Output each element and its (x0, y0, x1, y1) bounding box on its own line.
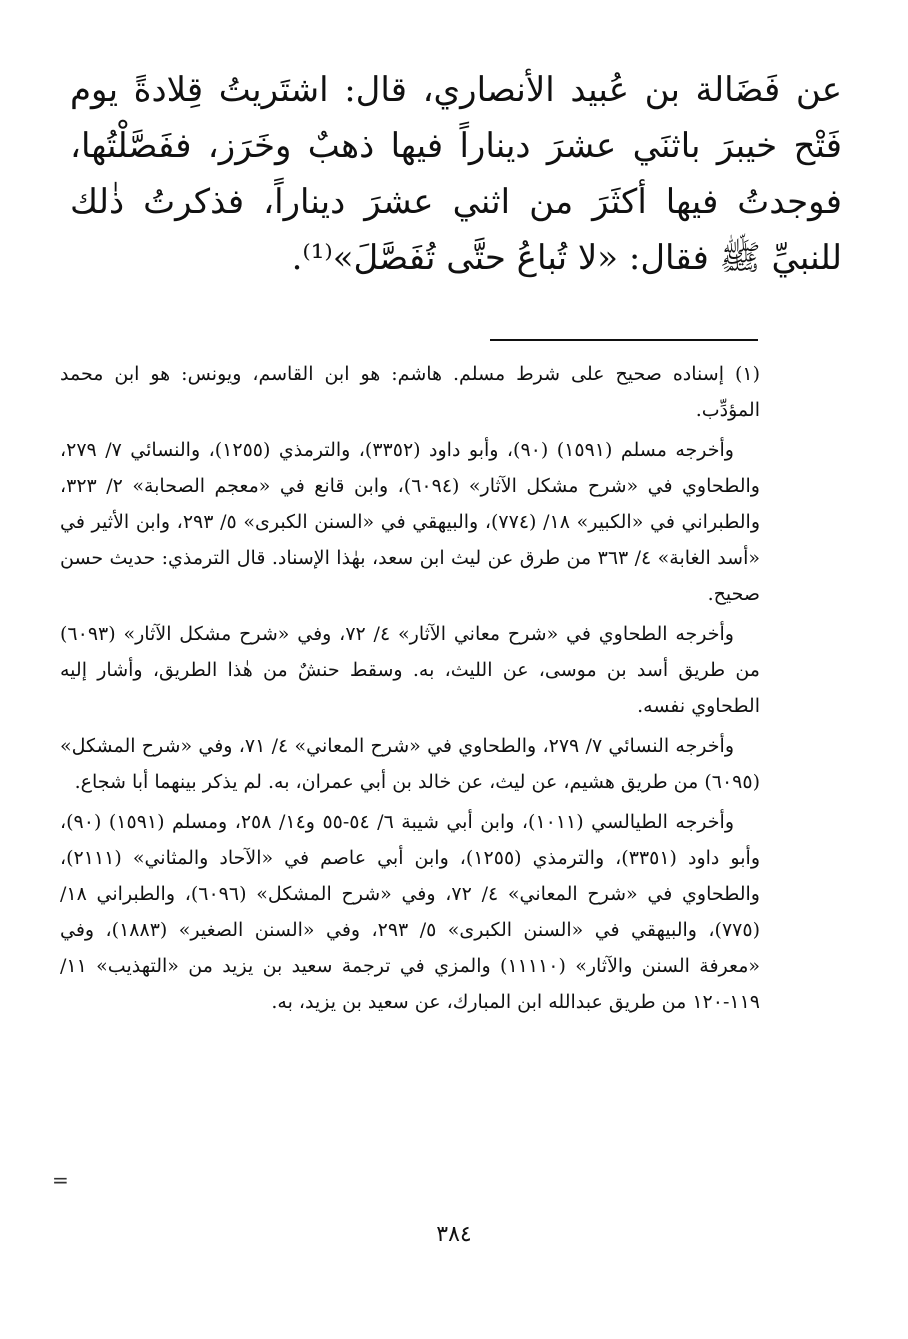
footnote-paragraph: وأخرجه الطحاوي في «شرح معاني الآثار» ٤/ ٧٢، وفي «شرح مشكل الآثار» (٦٠٩٣) من طريق أسد بن موسى، عن الليث، به. وسقط حنشٌ من هٰذا الطريق، وأشار إليه الطحاوي نفسه. (60, 623, 760, 717)
footnote-1: (١) إسناده صحيح على شرط مسلم. هاشم: هو ابن القاسم، ويونس: هو ابن محمد المؤدِّب. (60, 363, 760, 421)
footnote-paragraph: وأخرجه الطيالسي (١٠١١)، وابن أبي شيبة ٦/ ٥٤-٥٥ و١٤/ ٢٥٨، ومسلم (١٥٩١) (٩٠)، وأبو داود (٣٣٥١)، والترمذي (١٢٥٥)، وابن أبي عاصم في «الآحاد والمثاني» (٢١١١)، والطحاوي في «شرح المعاني» ٤/ ٧٢، وفي «شرح المشكل» (٦٠٩٦)، والطبراني ١٨/ (٧٧٥)، والبيهقي في «السنن الكبرى» ٥/ ٢٩٣، وفي «السنن الصغير» (١٨٨٣)، وفي «معرفة السنن والآثار» (١١١١٠) والمزي في ترجمة سعيد بن يزيد من «التهذيب» ١١/ ١١٩-١٢٠ من طريق عبدالله ابن المبارك، عن سعيد بن يزيد، به. (60, 811, 760, 1013)
hadith-text: عن فَضَالة بن عُبيد الأنصاري، قال: اشتَريتُ قِلادةً يوم فَتْح خيبرَ باثنَي عشرَ ديناراً فيها ذهبٌ وخَرَز، ففَصَّلْتُها، فوجدتُ فيها أكثَرَ من اثني عشرَ ديناراً، فذكرتُ ذٰلك للنبيِّ ﷺ فقال: «لا تُباعُ حتَّى تُفَصَّلَ»⁽¹⁾. (70, 70, 842, 278)
footnote-paragraph: وأخرجه مسلم (١٥٩١) (٩٠)، وأبو داود (٣٣٥٢)، والترمذي (١٢٥٥)، والنسائي ٧/ ٢٧٩، والطحاوي في «شرح مشكل الآثار» (٦٠٩٤)، وابن قانع في «معجم الصحابة» ٢/ ٣٢٣، والطبراني في «الكبير» ١٨/ (٧٧٤)، والبيهقي في «السنن الكبرى» ٥/ ٢٩٣، وابن الأثير في «أسد الغابة» ٤/ ٣٦٣ من طرق عن ليث ابن سعد، بهٰذا الإسناد. قال الترمذي: حديث حسن صحيح. (60, 439, 760, 605)
footnotes (60, 356, 760, 1024)
page-number: ٣٨٤ (436, 1222, 472, 1247)
footnote-separator (490, 339, 758, 341)
footnote-paragraph: وأخرجه النسائي ٧/ ٢٧٩، والطحاوي في «شرح المعاني» ٤/ ٧١، وفي «شرح المشكل» (٦٠٩٥) من طريق هشيم، عن ليث، عن خالد بن أبي عمران، به. لم يذكر بينهما أبا شجاع. (60, 735, 760, 793)
continuation-mark: = (52, 1168, 69, 1192)
